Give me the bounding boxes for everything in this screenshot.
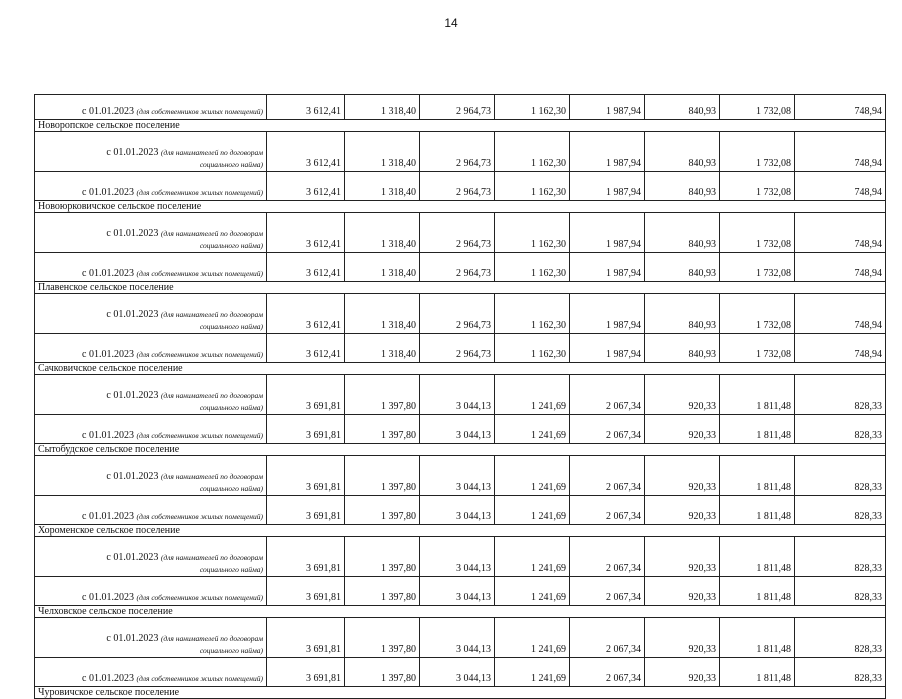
tariff-value-cell: 3 691,81 (267, 496, 345, 525)
tariff-value-cell: 1 987,94 (570, 95, 645, 120)
tariff-value-cell: 1 987,94 (570, 132, 645, 172)
tariff-table (34, 94, 886, 699)
tariff-value-cell: 1 241,69 (495, 375, 570, 415)
tariff-value-cell: 840,93 (645, 95, 720, 120)
date-label: с 01.01.2023 (82, 592, 134, 603)
tariff-value-cell: 3 612,41 (267, 334, 345, 363)
tariff-value-cell: 920,33 (645, 456, 720, 496)
date-label: с 01.01.2023 (106, 389, 159, 401)
tariff-value-cell: 2 067,34 (570, 618, 645, 658)
tariff-value-cell: 3 691,81 (267, 658, 345, 687)
date-label: с 01.01.2023 (106, 632, 159, 644)
page-number: 14 (444, 16, 458, 30)
tariff-value-cell: 1 162,30 (495, 253, 570, 282)
tariff-value-cell: 1 987,94 (570, 213, 645, 253)
owners-note: (для собственников жилых помещений) (136, 269, 263, 278)
row-label-owners (35, 496, 267, 525)
tariff-value-cell: 1 162,30 (495, 172, 570, 201)
owners-note: (для собственников жилых помещений) (136, 350, 263, 359)
tariff-value-cell: 748,94 (795, 334, 886, 363)
row-label-owners (35, 253, 267, 282)
tariff-value-cell: 3 044,13 (420, 496, 495, 525)
tariff-value-cell: 1 811,48 (720, 375, 795, 415)
tariff-value-cell: 2 964,73 (420, 95, 495, 120)
tariff-value-cell: 920,33 (645, 496, 720, 525)
tariff-value-cell: 1 397,80 (345, 618, 420, 658)
tariff-value-cell: 1 241,69 (495, 415, 570, 444)
tariff-value-cell: 1 241,69 (495, 537, 570, 577)
tariff-value-cell: 1 318,40 (345, 172, 420, 201)
tariff-value-cell: 1 397,80 (345, 496, 420, 525)
tariff-value-cell: 828,33 (795, 415, 886, 444)
tariff-value-cell: 828,33 (795, 456, 886, 496)
tenants-note-line2: социального найма) (199, 402, 263, 412)
tariff-value-cell: 920,33 (645, 658, 720, 687)
section-title: Челховское сельское поселение (35, 606, 886, 618)
date-label: с 01.01.2023 (106, 470, 159, 482)
row-label-owners (35, 95, 267, 120)
tariff-value-cell: 920,33 (645, 618, 720, 658)
tariff-value-cell: 1 397,80 (345, 456, 420, 496)
section-row (35, 444, 886, 456)
tenants-note-line1: (для нанимателей по договорам (160, 390, 263, 400)
tariff-value-cell: 1 811,48 (720, 577, 795, 606)
tariff-value-cell: 840,93 (645, 213, 720, 253)
tariff-value-cell: 2 067,34 (570, 658, 645, 687)
tariff-value-cell: 1 811,48 (720, 537, 795, 577)
table-row (35, 577, 886, 606)
date-label: с 01.01.2023 (82, 511, 134, 522)
date-label: с 01.01.2023 (106, 227, 159, 239)
row-label-owners (35, 415, 267, 444)
tariff-value-cell: 1 811,48 (720, 496, 795, 525)
tariff-value-cell: 2 964,73 (420, 213, 495, 253)
tenants-note-line2: социального найма) (199, 483, 263, 493)
date-label: с 01.01.2023 (82, 106, 134, 117)
section-row (35, 606, 886, 618)
tariff-value-cell: 1 241,69 (495, 496, 570, 525)
tariff-value-cell: 840,93 (645, 294, 720, 334)
date-label: с 01.01.2023 (106, 308, 159, 320)
tenants-note-line1: (для нанимателей по договорам (160, 471, 263, 481)
tariff-value-cell: 3 044,13 (420, 537, 495, 577)
tariff-value-cell: 3 612,41 (267, 213, 345, 253)
tariff-value-cell: 1 987,94 (570, 334, 645, 363)
table-row (35, 658, 886, 687)
section-row (35, 282, 886, 294)
tariff-value-cell: 920,33 (645, 577, 720, 606)
tenants-note-line1: (для нанимателей по договорам (160, 309, 263, 319)
tariff-value-cell: 828,33 (795, 496, 886, 525)
tariff-value-cell: 1 732,08 (720, 253, 795, 282)
tariff-value-cell: 1 241,69 (495, 456, 570, 496)
tariff-value-cell: 3 612,41 (267, 172, 345, 201)
row-label-tenants (35, 375, 267, 415)
tenants-note-line2: социального найма) (199, 321, 263, 331)
tariff-value-cell: 3 044,13 (420, 375, 495, 415)
tariff-value-cell: 1 732,08 (720, 132, 795, 172)
table-row (35, 496, 886, 525)
tariff-value-cell: 828,33 (795, 658, 886, 687)
tariff-value-cell: 3 044,13 (420, 577, 495, 606)
tariff-value-cell: 1 811,48 (720, 415, 795, 444)
table-row (35, 334, 886, 363)
tenants-note-line2: социального найма) (199, 645, 263, 655)
tariff-value-cell: 2 067,34 (570, 577, 645, 606)
tariff-value-cell: 2 964,73 (420, 294, 495, 334)
tariff-value-cell: 1 318,40 (345, 213, 420, 253)
tariff-value-cell: 748,94 (795, 172, 886, 201)
tariff-value-cell: 1 732,08 (720, 172, 795, 201)
section-title: Сытобудское сельское поселение (35, 444, 886, 456)
tariff-value-cell: 1 811,48 (720, 618, 795, 658)
section-title: Сачковичское сельское поселение (35, 363, 886, 375)
date-label: с 01.01.2023 (82, 187, 134, 198)
date-label: с 01.01.2023 (82, 268, 134, 279)
tariff-value-cell: 1 397,80 (345, 658, 420, 687)
tariff-value-cell: 840,93 (645, 172, 720, 201)
tariff-value-cell: 3 691,81 (267, 537, 345, 577)
tenants-note-line1: (для нанимателей по договорам (160, 552, 263, 562)
tariff-value-cell: 1 318,40 (345, 334, 420, 363)
tariff-value-cell: 1 162,30 (495, 95, 570, 120)
section-title: Хороменское сельское поселение (35, 525, 886, 537)
tariff-value-cell: 2 964,73 (420, 334, 495, 363)
owners-note: (для собственников жилых помещений) (136, 431, 263, 440)
tariff-value-cell: 3 691,81 (267, 456, 345, 496)
table-row (35, 95, 886, 120)
table-row (35, 253, 886, 282)
tariff-value-cell: 1 397,80 (345, 415, 420, 444)
tariff-value-cell: 1 162,30 (495, 132, 570, 172)
tariff-value-cell: 2 067,34 (570, 415, 645, 444)
section-row (35, 687, 886, 699)
tariff-value-cell: 1 987,94 (570, 294, 645, 334)
tariff-value-cell: 1 811,48 (720, 456, 795, 496)
tenants-note-line1: (для нанимателей по договорам (160, 228, 263, 238)
tariff-value-cell: 1 732,08 (720, 294, 795, 334)
tariff-value-cell: 3 691,81 (267, 577, 345, 606)
table-row (35, 537, 886, 577)
table-row (35, 294, 886, 334)
tenants-note-line2: социального найма) (199, 564, 263, 574)
tariff-value-cell: 3 691,81 (267, 618, 345, 658)
tariff-value-cell: 3 691,81 (267, 415, 345, 444)
tariff-value-cell: 1 987,94 (570, 172, 645, 201)
tariff-value-cell: 2 067,34 (570, 456, 645, 496)
tenants-note-line1: (для нанимателей по договорам (160, 633, 263, 643)
row-label-owners (35, 658, 267, 687)
tenants-note-line2: социального найма) (199, 240, 263, 250)
row-label-owners (35, 577, 267, 606)
date-label: с 01.01.2023 (82, 673, 134, 684)
tariff-value-cell: 828,33 (795, 618, 886, 658)
section-title: Плавенское сельское поселение (35, 282, 886, 294)
tariff-value-cell: 3 044,13 (420, 618, 495, 658)
tariff-value-cell: 1 241,69 (495, 618, 570, 658)
tenants-note-line2: социального найма) (199, 159, 263, 169)
tariff-value-cell: 748,94 (795, 213, 886, 253)
tariff-value-cell: 1 732,08 (720, 334, 795, 363)
tariff-value-cell: 748,94 (795, 253, 886, 282)
table-row (35, 213, 886, 253)
tariff-value-cell: 1 162,30 (495, 334, 570, 363)
row-label-owners (35, 334, 267, 363)
tariff-value-cell: 1 241,69 (495, 658, 570, 687)
table-row (35, 132, 886, 172)
tariff-value-cell: 3 612,41 (267, 294, 345, 334)
tariff-value-cell: 840,93 (645, 334, 720, 363)
tariff-value-cell: 748,94 (795, 294, 886, 334)
tenants-note-line1: (для нанимателей по договорам (160, 147, 263, 157)
table-row (35, 172, 886, 201)
tariff-value-cell: 828,33 (795, 375, 886, 415)
tariff-value-cell: 3 612,41 (267, 253, 345, 282)
tariff-value-cell: 1 732,08 (720, 95, 795, 120)
table-row (35, 456, 886, 496)
tariff-value-cell: 920,33 (645, 415, 720, 444)
row-label-tenants (35, 132, 267, 172)
owners-note: (для собственников жилых помещений) (136, 674, 263, 683)
table-row (35, 375, 886, 415)
tariff-value-cell: 1 397,80 (345, 375, 420, 415)
tariff-value-cell: 1 162,30 (495, 213, 570, 253)
section-row (35, 201, 886, 213)
tariff-value-cell: 2 067,34 (570, 375, 645, 415)
row-label-tenants (35, 213, 267, 253)
tariff-value-cell: 2 964,73 (420, 253, 495, 282)
table-row (35, 415, 886, 444)
date-label: с 01.01.2023 (106, 551, 159, 563)
tariff-value-cell: 1 241,69 (495, 577, 570, 606)
section-title: Новоюрковичское сельское поселение (35, 201, 886, 213)
tariff-value-cell: 1 811,48 (720, 658, 795, 687)
tariff-value-cell: 3 612,41 (267, 132, 345, 172)
tariff-value-cell: 1 732,08 (720, 213, 795, 253)
tariff-value-cell: 1 397,80 (345, 577, 420, 606)
row-label-tenants (35, 294, 267, 334)
tariff-value-cell: 1 397,80 (345, 537, 420, 577)
tariff-value-cell: 1 162,30 (495, 294, 570, 334)
row-label-owners (35, 172, 267, 201)
date-label: с 01.01.2023 (82, 430, 134, 441)
tariff-value-cell: 2 067,34 (570, 496, 645, 525)
tariff-value-cell: 1 987,94 (570, 253, 645, 282)
tariff-value-cell: 1 318,40 (345, 132, 420, 172)
tariff-value-cell: 748,94 (795, 95, 886, 120)
date-label: с 01.01.2023 (82, 349, 134, 360)
tariff-value-cell: 748,94 (795, 132, 886, 172)
tariff-value-cell: 2 964,73 (420, 172, 495, 201)
tariff-value-cell: 840,93 (645, 253, 720, 282)
tariff-value-cell: 828,33 (795, 577, 886, 606)
owners-note: (для собственников жилых помещений) (136, 512, 263, 521)
tariff-value-cell: 2 964,73 (420, 132, 495, 172)
table-row (35, 618, 886, 658)
section-row (35, 525, 886, 537)
tariff-value-cell: 3 612,41 (267, 95, 345, 120)
section-row (35, 120, 886, 132)
row-label-tenants (35, 456, 267, 496)
tariff-value-cell: 828,33 (795, 537, 886, 577)
tariff-value-cell: 3 691,81 (267, 375, 345, 415)
owners-note: (для собственников жилых помещений) (136, 593, 263, 602)
tariff-value-cell: 3 044,13 (420, 456, 495, 496)
tariff-value-cell: 920,33 (645, 375, 720, 415)
row-label-tenants (35, 618, 267, 658)
tariff-value-cell: 1 318,40 (345, 294, 420, 334)
tariff-value-cell: 3 044,13 (420, 415, 495, 444)
tariff-value-cell: 840,93 (645, 132, 720, 172)
section-title: Чуровичское сельское поселение (35, 687, 886, 699)
date-label: с 01.01.2023 (106, 146, 159, 158)
owners-note: (для собственников жилых помещений) (136, 188, 263, 197)
tariff-value-cell: 1 318,40 (345, 253, 420, 282)
tariff-value-cell: 3 044,13 (420, 658, 495, 687)
section-title: Новоропское сельское поселение (35, 120, 886, 132)
tariff-value-cell: 1 318,40 (345, 95, 420, 120)
row-label-tenants (35, 537, 267, 577)
section-row (35, 363, 886, 375)
owners-note: (для собственников жилых помещений) (136, 107, 263, 116)
tariff-value-cell: 2 067,34 (570, 537, 645, 577)
tariff-value-cell: 920,33 (645, 537, 720, 577)
